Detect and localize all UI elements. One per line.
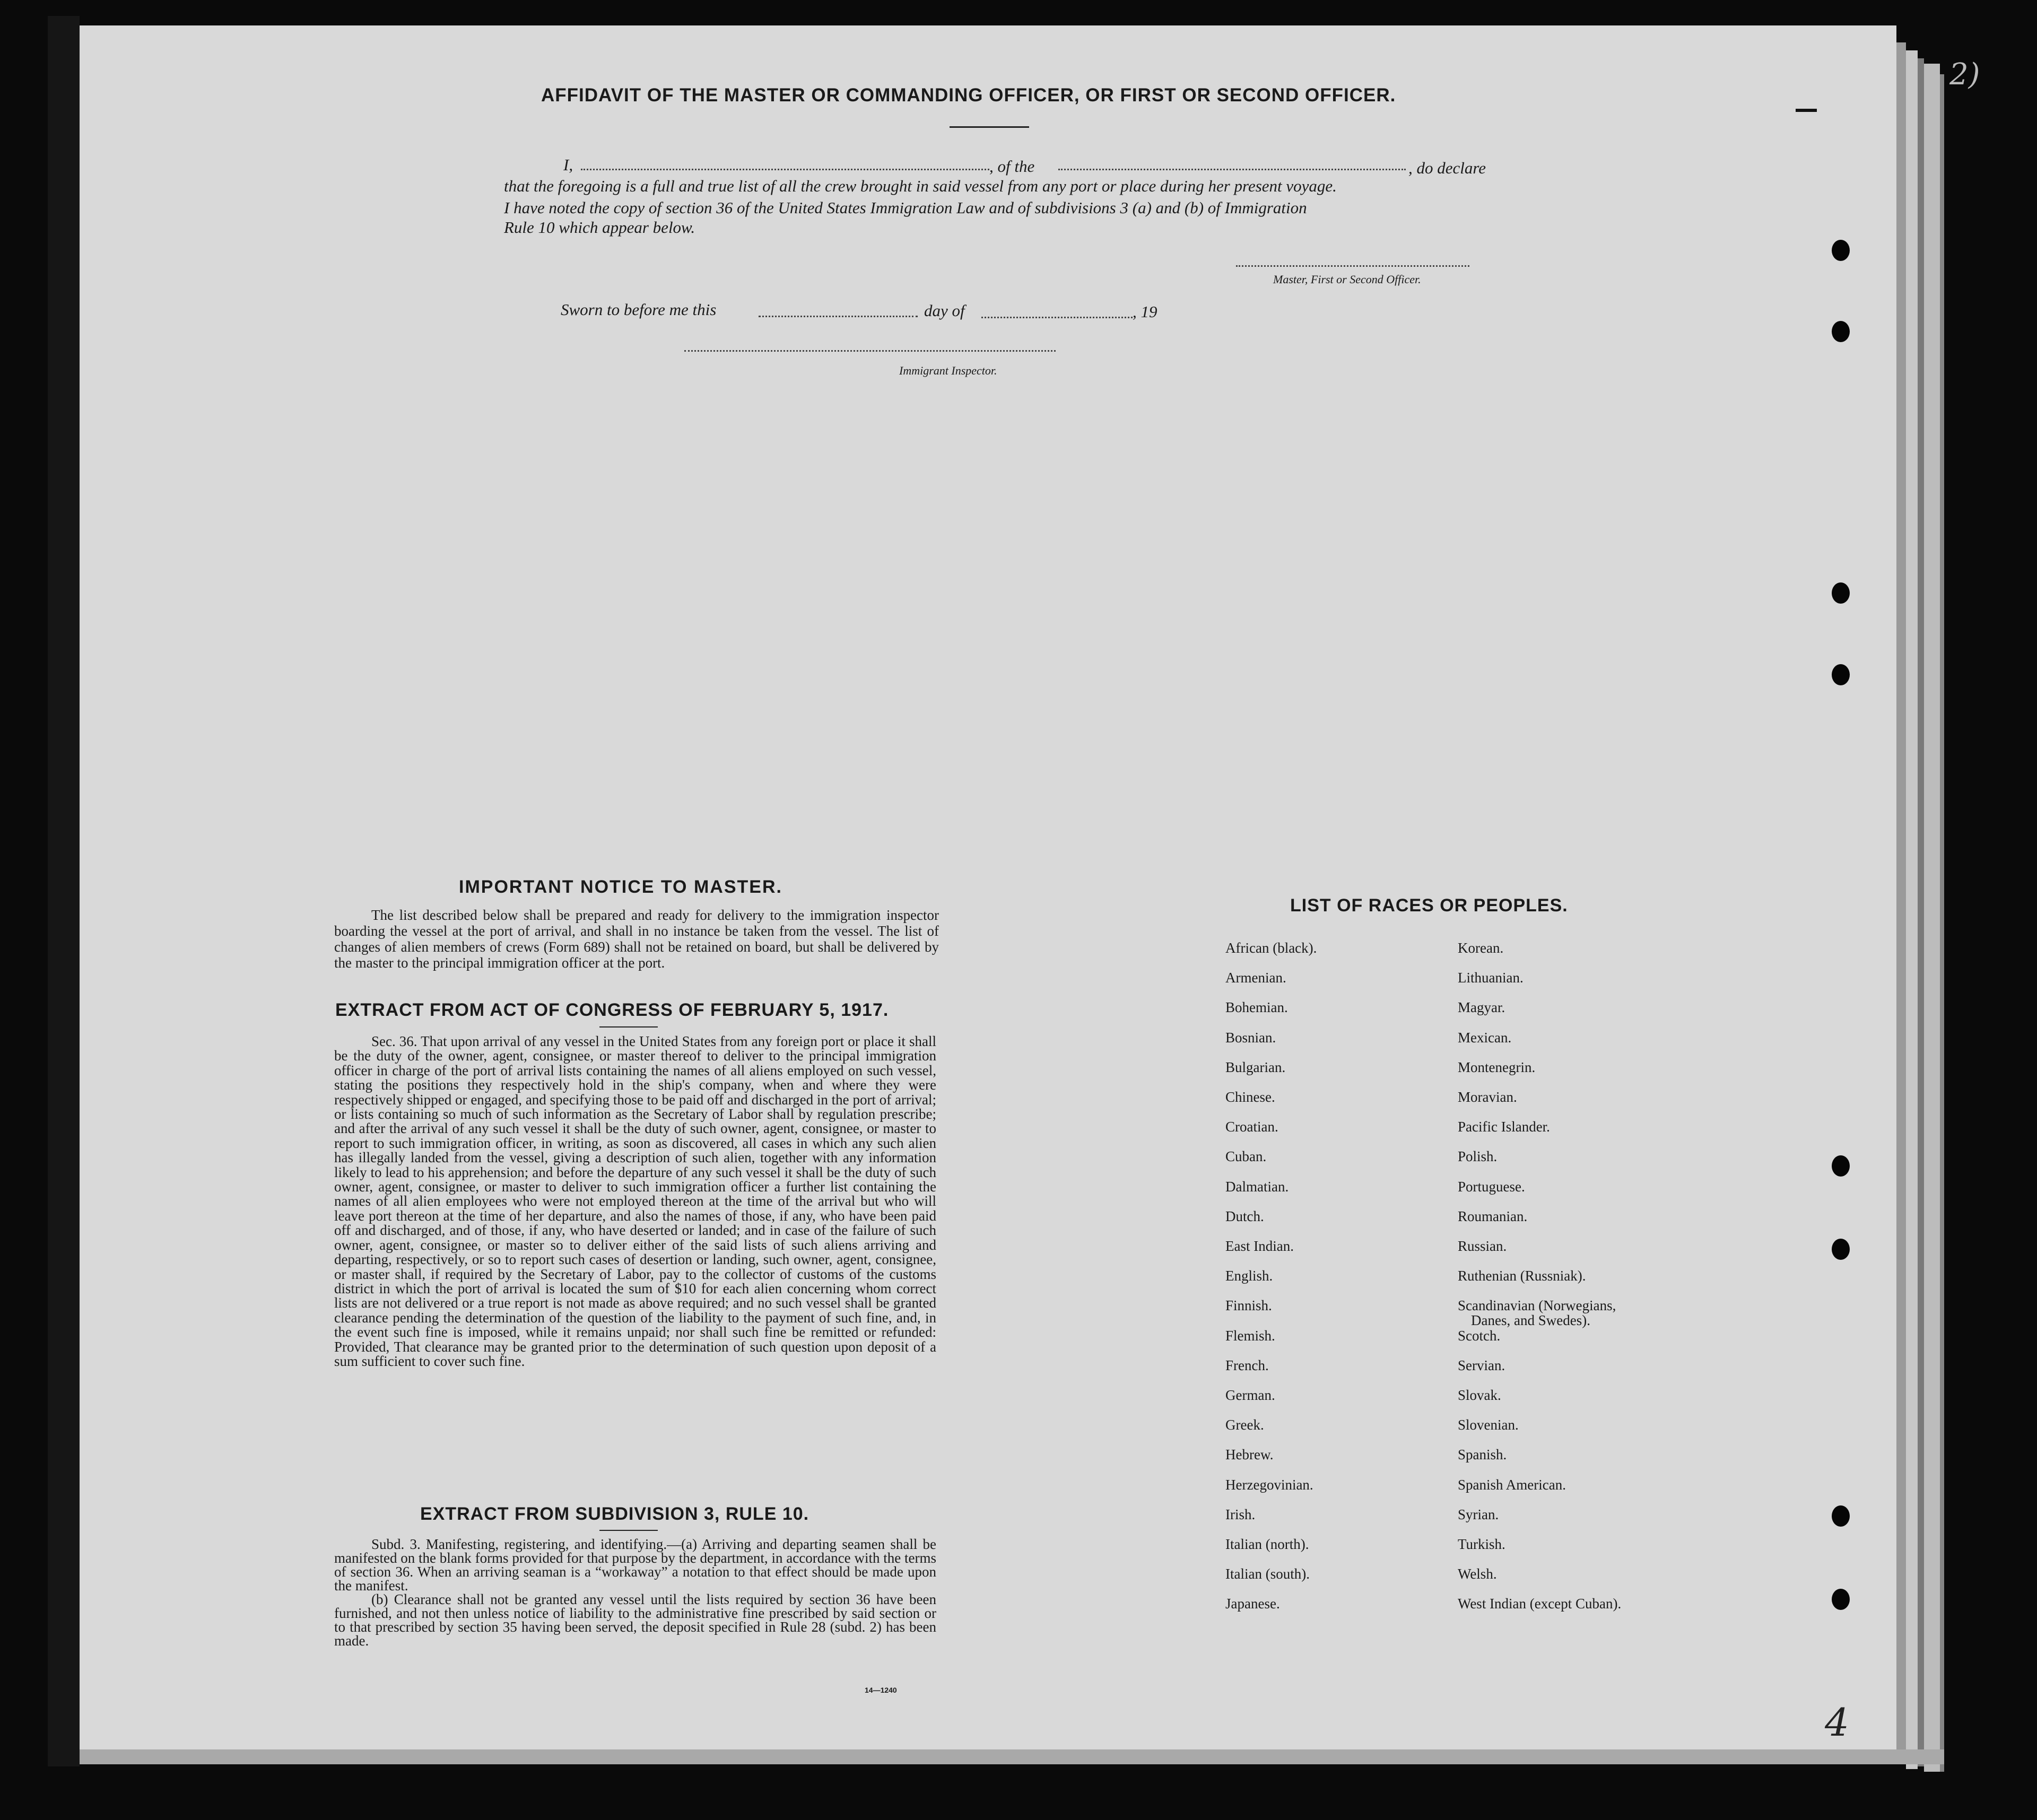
race-item: Lithuanian. [1458, 970, 1524, 986]
inspector-label: Immigrant Inspector. [899, 364, 997, 377]
declaration-line-1: that the foregoing is a full and true list of all the crew brought in said vessel from any port or place during her present voyage. [504, 177, 1337, 195]
binder-hole [1832, 582, 1850, 604]
affidavit-i-label: I, [563, 155, 573, 174]
race-item: Danes, and Swedes). [1471, 1312, 1590, 1328]
subdivision-a-text: Subd. 3. Manifesting, registering, and identifying.—(a) Arriving and departing seamen shall be manifested on the blank forms provided for that purpose by the department, in accordance with the terms of section 36. When an arriving seaman is a “workaway” a notation to that effect should be made upon the manifest. [334, 1536, 936, 1593]
race-item: Italian (north). [1225, 1536, 1309, 1552]
race-item: Japanese. [1225, 1596, 1280, 1612]
handwritten-page-number: 2) [1949, 57, 1980, 92]
race-item: English. [1225, 1268, 1273, 1284]
rule-title-rule [599, 1530, 658, 1531]
race-item: Finnish. [1225, 1297, 1272, 1313]
binder-hole [1832, 1239, 1850, 1260]
race-item: Irish. [1225, 1506, 1256, 1522]
binder-hole [1832, 321, 1850, 342]
race-item: Bohemian. [1225, 999, 1288, 1015]
race-item: Hebrew. [1225, 1447, 1274, 1462]
race-item: Montenegrin. [1458, 1059, 1536, 1075]
binder-hole [1832, 664, 1850, 685]
race-item: Korean. [1458, 940, 1504, 956]
race-item: Syrian. [1458, 1506, 1499, 1522]
race-item: Herzegovinian. [1225, 1477, 1313, 1493]
race-item: Moravian. [1458, 1089, 1517, 1105]
race-item: Roumanian. [1458, 1208, 1528, 1224]
race-item: Pacific Islander. [1458, 1119, 1550, 1135]
subdivision-b-text: (b) Clearance shall not be granted any vessel until the lists required by section 36 have been furnished, and not then unless notice of liability to the administrative fine prescribed by said section or to that prescribed by section 35 having been served, the deposit specified in Rule 28 (subd. 2) has been made. [334, 1591, 936, 1649]
sworn-label: Sworn to before me this [561, 300, 717, 319]
day-line[interactable] [759, 316, 918, 317]
page-edge [1906, 50, 1918, 1769]
race-item: Scotch. [1458, 1328, 1501, 1344]
affidavit-do-declare-label: , do declare [1408, 159, 1486, 177]
race-item: Spanish. [1458, 1447, 1507, 1462]
day-of-label: day of [924, 301, 965, 320]
page-edge [1896, 42, 1906, 1761]
vessel-line[interactable] [1058, 169, 1406, 170]
ink-mark [1796, 109, 1817, 112]
binder-hole [1832, 240, 1850, 261]
act-extract-body [334, 1034, 936, 1369]
page-edge [1918, 58, 1924, 1766]
notice-title: IMPORTANT NOTICE TO MASTER. [459, 877, 782, 897]
form-number: 14—1240 [865, 1686, 897, 1694]
race-item: Servian. [1458, 1357, 1505, 1373]
race-item: Chinese. [1225, 1089, 1275, 1105]
month-line[interactable] [981, 317, 1133, 318]
race-item: Flemish. [1225, 1328, 1275, 1344]
affidavit-title: AFFIDAVIT OF THE MASTER OR COMMANDING OFFICER, OR FIRST OR SECOND OFFICER. [541, 85, 1396, 106]
rule-extract-body [334, 1537, 936, 1648]
page-edge [1924, 64, 1940, 1772]
race-item: Slovenian. [1458, 1417, 1519, 1433]
section-36-text: Sec. 36. That upon arrival of any vessel in the United States from any foreign port or place it shall be the duty of the owner, agent, consignee, or master thereof to deliver to the principal immigration officer in charge of the port of arrival lists containing the names of all aliens employed on such vessel, stating the positions they respectively hold in the ship's company, when and where they were respectively shipped or engaged, and specifying those to be paid off and discharged in the port of arrival; or lists containing so much of such information as the Secretary of Labor shall by regulation prescribe; and after the arrival of any such vessel it shall be the duty of such owner, agent, consignee, or master to report to such immigration officer, in writing, as soon as discovered, all cases in which any such alien has illegally landed from the vessel, giving a description of such alien, together with any information likely to lead to his apprehension; and before the departure of any such vessel it shall be the duty of such owner, agent, consignee, or master to deliver to such immigration officer a further list containing the names of all alien employees who were not employed thereon at the time of the arrival but who will leave port thereon at the time of her departure, and also the names of those, if any, who have been paid off and discharged, and of those, if any, who have deserted or landed; and in case of the failure of such owner, agent, consignee, or master so to deliver either of the said lists of such aliens arriving and departing, respectively, or so to report such cases of desertion or landing, such owner, agent, consignee, or master shall, if required by the Secretary of Labor, pay to the collector of customs of the customs district in which the port of arrival is located the sum of $10 for each alien concerning whom correct lists are not delivered or a true report is not made as above required; and no such vessel shall be granted clearance pending the determination of the question of the liability to the payment of such fine, and, in the event such fine is imposed, while it remains unpaid; nor shall such fine be remitted or refunded: Provided, That clearance may be granted prior to the determination of such question upon deposit of a sum sufficient to cover such fine. [334, 1033, 936, 1369]
year-label: , 19 [1133, 302, 1157, 321]
race-item: Italian (south). [1225, 1566, 1310, 1582]
race-item: German. [1225, 1387, 1275, 1403]
rule-extract-title: EXTRACT FROM SUBDIVISION 3, RULE 10. [420, 1504, 809, 1524]
master-signature-label: Master, First or Second Officer. [1273, 273, 1421, 286]
binding-spine [48, 16, 80, 1766]
race-item: West Indian (except Cuban). [1458, 1596, 1622, 1612]
race-item: Bosnian. [1225, 1030, 1276, 1046]
race-item: Armenian. [1225, 970, 1286, 986]
race-item: Scandinavian (Norwegians, [1458, 1297, 1616, 1313]
race-item: Welsh. [1458, 1566, 1497, 1582]
name-line[interactable] [581, 169, 989, 170]
page-edge [1940, 74, 1944, 1772]
race-item: Polish. [1458, 1148, 1498, 1164]
binder-hole [1832, 1155, 1850, 1177]
title-rule [950, 126, 1029, 128]
race-item: French. [1225, 1357, 1269, 1373]
binder-hole [1832, 1589, 1850, 1610]
race-item: Dalmatian. [1225, 1179, 1289, 1195]
race-item: Spanish American. [1458, 1477, 1566, 1493]
inspector-line[interactable] [684, 350, 1056, 352]
race-item: Croatian. [1225, 1119, 1278, 1135]
binder-hole [1832, 1505, 1850, 1527]
race-item: Russian. [1458, 1238, 1507, 1254]
act-title-rule [599, 1026, 658, 1027]
declaration-line-2: I have noted the copy of section 36 of the United States Immigration Law and of subdivisions 3 (a) and (b) of Immigration [504, 198, 1307, 217]
document-page [80, 25, 1896, 1749]
race-item: Ruthenian (Russniak). [1458, 1268, 1586, 1284]
race-item: Mexican. [1458, 1030, 1512, 1046]
race-item: Dutch. [1225, 1208, 1264, 1224]
notice-body [334, 907, 939, 971]
race-item: Bulgarian. [1225, 1059, 1286, 1075]
race-item: African (black). [1225, 940, 1317, 956]
race-item: East Indian. [1225, 1238, 1294, 1254]
master-signature-line[interactable] [1236, 265, 1469, 267]
race-item: Greek. [1225, 1417, 1264, 1433]
handwritten-mark: 4 [1825, 1700, 1849, 1745]
declaration-line-3: Rule 10 which appear below. [504, 218, 695, 237]
affidavit-of-the-label: , of the [989, 157, 1035, 176]
race-item: Cuban. [1225, 1148, 1267, 1164]
act-extract-title: EXTRACT FROM ACT OF CONGRESS OF FEBRUARY 5, 1917. [335, 1000, 889, 1020]
races-title: LIST OF RACES OR PEOPLES. [1290, 895, 1568, 916]
race-item: Turkish. [1458, 1536, 1505, 1552]
race-item: Slovak. [1458, 1387, 1501, 1403]
race-item: Portuguese. [1458, 1179, 1525, 1195]
page-bottom-edge [80, 1749, 1944, 1764]
race-item: Magyar. [1458, 999, 1505, 1015]
notice-text: The list described below shall be prepared and ready for delivery to the immigration inspector boarding the vessel at the port of arrival, and shall in no instance be taken from the vessel. The list of changes of alien members of crews (Form 689) shall not be retained on board, but shall be delivered by the master to the principal immigration officer at the port. [334, 907, 939, 971]
